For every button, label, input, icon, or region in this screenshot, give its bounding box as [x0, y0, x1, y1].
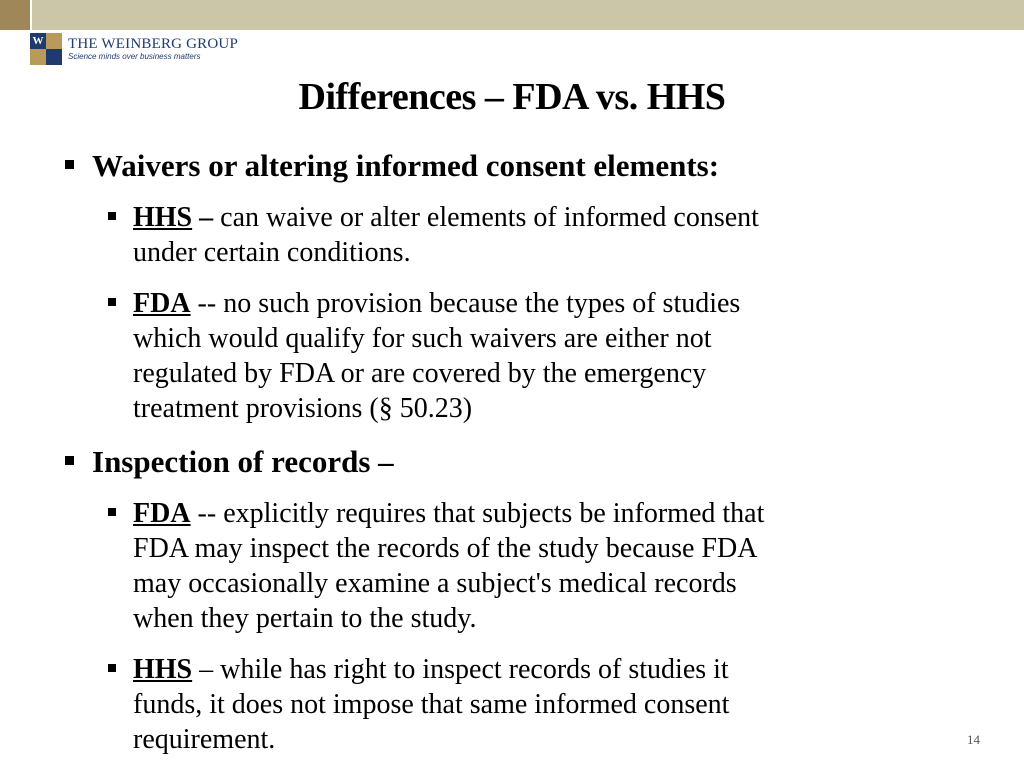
sub-bullet-line: no such provision because the types of studies — [223, 288, 741, 319]
sub-bullet-label: HHS — [133, 654, 193, 685]
company-logo — [30, 31, 238, 67]
logo-tagline: Science minds over business matters — [68, 52, 201, 61]
sub-bullet-line: requirement. — [133, 724, 276, 755]
sub-bullet-line: funds, it does not impose that same informed consent — [133, 689, 730, 720]
header-accent-square — [0, 0, 30, 30]
sub-bullet-separator: -- — [190, 288, 224, 319]
sub-bullet-marker-icon — [108, 508, 116, 516]
sub-bullet-separator: -- — [190, 498, 224, 529]
sub-bullet-line: regulated by FDA or are covered by the emergency — [133, 358, 707, 389]
bullet-heading: Inspection of records – — [92, 444, 394, 479]
sub-bullet-line: under certain conditions. — [133, 237, 411, 268]
sub-bullet-line: can waive or alter elements of informed consent — [220, 202, 759, 233]
sub-bullet-line: while has right to inspect records of studies it — [220, 654, 729, 685]
sub-bullet — [133, 286, 993, 426]
sub-bullet-marker-icon — [108, 664, 116, 672]
page-number: 14 — [967, 732, 980, 747]
sub-bullet-line: explicitly requires that subjects be informed that — [223, 498, 765, 529]
sub-bullet-line: treatment provisions (§ 50.23) — [133, 393, 473, 424]
bullet-marker-icon — [65, 456, 74, 465]
sub-bullet — [133, 200, 993, 270]
sub-bullet-label: HHS — [133, 202, 193, 233]
sub-bullet — [133, 496, 993, 636]
header-divider — [30, 0, 32, 30]
sub-bullet-separator: – — [192, 654, 221, 685]
bullet-marker-icon — [65, 160, 74, 169]
bullet-heading: Waivers or altering informed consent elements: — [92, 148, 720, 183]
sub-bullet-line: may occasionally examine a subject's medical records — [133, 568, 737, 599]
slide-title: Differences – FDA vs. HHS — [298, 76, 726, 118]
logo-cell-symbol-icon — [46, 49, 62, 65]
sub-bullet-label: FDA — [133, 288, 191, 319]
sub-bullet-line: when they pertain to the study. — [133, 603, 477, 634]
header-band — [0, 0, 1024, 30]
logo-cell-figure-icon — [30, 49, 46, 65]
sub-bullet-label: FDA — [133, 498, 191, 529]
sub-bullet-separator: – — [192, 202, 221, 233]
sub-bullet — [133, 652, 993, 757]
sub-bullet-line: FDA may inspect the records of the study because FDA — [133, 533, 758, 564]
logo-mark-icon — [30, 33, 62, 65]
sub-bullet-marker-icon — [108, 212, 116, 220]
logo-cell-w: W — [30, 33, 46, 49]
sub-bullet-line: which would qualify for such waivers are either not — [133, 323, 712, 354]
logo-name: THE WEINBERG GROUP — [68, 36, 238, 52]
logo-cell-crest-icon — [46, 33, 62, 49]
sub-bullet-marker-icon — [108, 298, 116, 306]
